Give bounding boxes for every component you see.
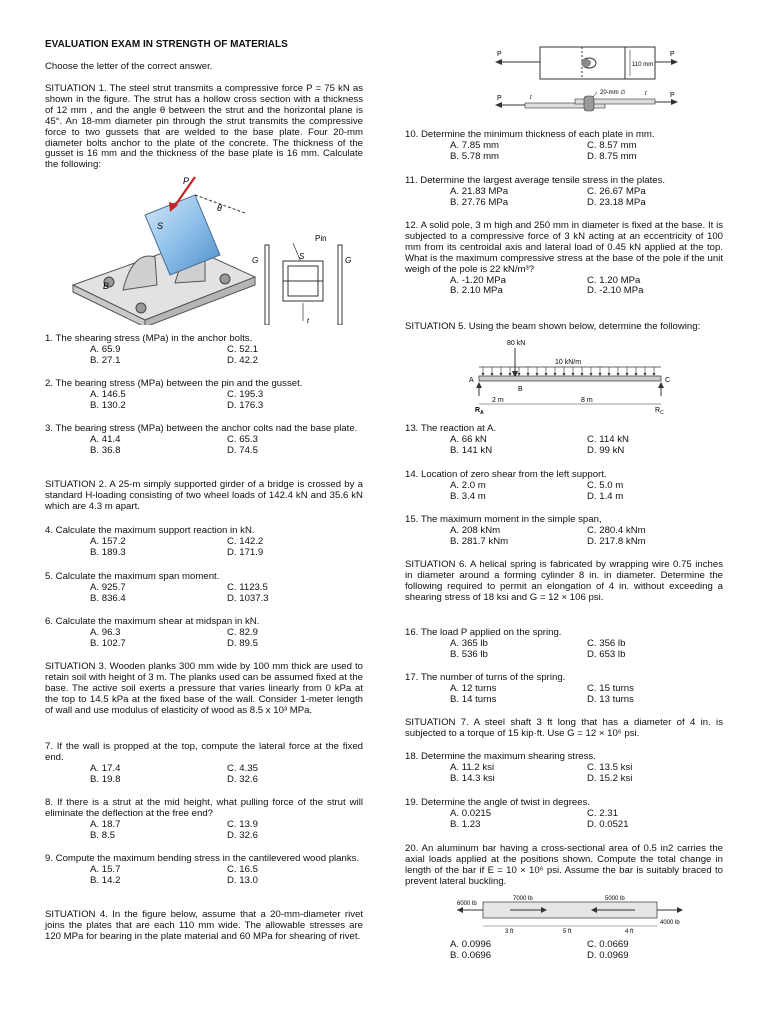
situation-5: SITUATION 5. Using the beam shown below, determine the following: xyxy=(405,321,701,332)
option-c[interactable]: C. 15 turns xyxy=(587,682,634,694)
option-a[interactable]: A. 41.4 xyxy=(90,433,121,445)
option-a[interactable]: A. 208 kNm xyxy=(450,524,501,536)
fig-label-4ft: 4 ft xyxy=(625,928,634,934)
option-c[interactable]: C. 356 lb xyxy=(587,637,626,649)
rivet-plate-figure xyxy=(485,42,685,122)
fig-label-2m: 2 m xyxy=(492,397,504,404)
load-arrow-head xyxy=(518,373,521,376)
load-arrow-head xyxy=(626,373,629,376)
fig-label-8m: 8 m xyxy=(581,397,593,404)
option-b[interactable]: B. 8.5 xyxy=(90,829,116,841)
fig-label-S: S xyxy=(157,221,164,231)
option-d[interactable]: D. 32.6 xyxy=(227,773,258,785)
question-20 xyxy=(405,844,723,961)
option-a[interactable]: A. -1.20 MPa xyxy=(450,274,506,286)
load-arrow-head xyxy=(617,373,620,376)
situation-4: SITUATION 4. In the figure below, assume that a 20-mm-diameter rivet joins the plates that are each 110 mm wide. The allowable stresses are 120 MPa for bearing in the plate material and 60 MPa for shearing of rivet. xyxy=(45,909,363,942)
load-arrow-head xyxy=(500,373,503,376)
fig-label-B: B xyxy=(103,281,110,291)
load-arrow-head xyxy=(572,373,575,376)
question-text: 16. The load P applied on the spring. xyxy=(405,627,562,638)
option-b[interactable]: B. 2.10 MPa xyxy=(450,285,503,297)
question-text: 15. The maximum moment in the simple span, xyxy=(405,514,602,525)
option-d[interactable]: D. 1.4 m xyxy=(587,490,624,502)
load-arrow-head xyxy=(491,373,494,376)
load-arrow-head xyxy=(644,373,647,376)
instruction: Choose the letter of the correct answer. xyxy=(45,61,213,72)
option-c[interactable]: C. 82.9 xyxy=(227,626,258,638)
question-15 xyxy=(405,515,723,548)
option-d[interactable]: D. 13.0 xyxy=(227,874,258,886)
question-11 xyxy=(405,176,723,209)
question-text: 10. Determine the minimum thickness of each plate in mm. xyxy=(405,129,655,140)
option-b[interactable]: B. 36.8 xyxy=(90,444,121,456)
situation-1: SITUATION 1. The steel strut transmits a compressive force P = 75 kN as shown in the figure. The strut has a hollow cross section with a thickness of 12 mm , and the angle θ between the strut and the horizontal plane is 45°. An 18-mm diameter pin through the strut transmits the compressive force to two gussets that are welded to the base plate. Four 20-mm diameter bolts anchor to the plate of the concrete. The thickness of the gusset is 16 mm and the thickness of the base plate is 16 mm. Calculate the following: xyxy=(45,83,363,171)
question-2 xyxy=(45,379,363,412)
option-a[interactable]: A. 11.2 ksi xyxy=(450,761,495,773)
fig-label-3ft: 3 ft xyxy=(505,928,514,934)
question-19 xyxy=(405,798,723,831)
option-a[interactable]: A. 146.5 xyxy=(90,388,126,400)
option-b[interactable]: B. 836.4 xyxy=(90,592,126,604)
option-b[interactable]: B. 14 turns xyxy=(450,693,497,705)
option-c[interactable]: C. 4.35 xyxy=(227,762,258,774)
fig-label-G2: G xyxy=(345,256,352,265)
option-c[interactable]: C. 280.4 kNm xyxy=(587,524,646,536)
load-arrow-head xyxy=(527,373,530,376)
option-b[interactable]: B. 27.1 xyxy=(90,354,121,366)
situation-2: SITUATION 2. A 25-m simply supported girder of a bridge is crossed by a standard H-loading consisting of two wheel loads of 142.4 kN and 35.6 kN which are 4.3 m apart. xyxy=(45,479,363,512)
load-arrow-head xyxy=(554,373,557,376)
option-d[interactable]: D. 23.18 MPa xyxy=(587,196,646,208)
option-c[interactable]: C. 26.67 MPa xyxy=(587,185,646,197)
option-d[interactable]: D. 217.8 kNm xyxy=(587,535,646,547)
fig-label-width: 110 mm xyxy=(632,62,654,68)
question-text: 8. If there is a strut at the mid height, what pulling force of the strut will eliminate the deflection at the free end? xyxy=(45,797,363,819)
fig-label-t: t xyxy=(307,318,309,325)
load-arrow-head xyxy=(590,373,593,376)
load-arrow-head xyxy=(563,373,566,376)
question-3 xyxy=(45,424,363,457)
option-c[interactable]: C. 1.20 MPa xyxy=(587,274,641,286)
option-a[interactable]: A. 365 lb xyxy=(450,637,488,649)
question-10 xyxy=(405,130,723,163)
question-text: 7. If the wall is propped at the top, compute the lateral force at the fixed end. xyxy=(45,741,363,763)
option-d[interactable]: D. 42.2 xyxy=(227,354,258,366)
situation-3: SITUATION 3. Wooden planks 300 mm wide by 100 mm thick are used to retain soil with height of 3 m. The planks used can be assumed fixed at the base. The active soil exerts a pressure that varies linearly from 0 kPa at the top to 14.5 kPa at the fixed base of the wall. Consider 1-meter length of wall and use modulus of elasticity of wood as 8.5 x 10³ MPa. xyxy=(45,661,363,716)
fig-label-C: C xyxy=(665,377,671,384)
option-b[interactable]: B. 19.8 xyxy=(90,773,121,785)
option-a[interactable]: A. 0.0996 xyxy=(450,938,492,950)
option-b[interactable]: B. 281.7 kNm xyxy=(450,535,509,547)
fig-label-RC: $R_C$ xyxy=(655,407,664,416)
option-c[interactable]: C. 195.3 xyxy=(227,388,264,400)
strut-figure xyxy=(45,175,363,325)
fig-label-5000lb: 5000 lb xyxy=(605,895,625,902)
question-12 xyxy=(405,221,723,297)
question-text: 14. Location of zero shear from the left support. xyxy=(405,469,607,480)
option-c[interactable]: C. 52.1 xyxy=(227,343,258,355)
option-b[interactable]: B. 14.3 ksi xyxy=(450,772,495,784)
option-a[interactable]: A. 66 kN xyxy=(450,433,487,445)
exam-title: EVALUATION EXAM IN STRENGTH OF MATERIALS xyxy=(45,39,288,50)
option-a[interactable]: A. 18.7 xyxy=(90,818,121,830)
question-text: 3. The bearing stress (MPa) between the anchor colts nad the base plate. xyxy=(45,423,358,434)
option-c[interactable]: C. 8.57 mm xyxy=(587,139,637,151)
question-text: 11. Determine the largest average tensile stress in the plates. xyxy=(405,175,666,186)
question-17 xyxy=(405,673,723,706)
fig-label-7000lb: 7000 lb xyxy=(513,895,533,902)
fig-label-B: B xyxy=(518,386,523,393)
fig-label-P-right: P xyxy=(670,51,675,58)
fig-label-P-left: P xyxy=(497,51,502,58)
option-d[interactable]: D. 32.6 xyxy=(227,829,258,841)
situation-7: SITUATION 7. A steel shaft 3 ft long that has a diameter of 4 in. is subjected to a torque of 15 kip·ft. Use G = 12 × 10⁶ psi. xyxy=(405,717,723,739)
option-c[interactable]: C. 2.31 xyxy=(587,807,618,819)
question-text: 5. Calculate the maximum span moment. xyxy=(45,571,220,582)
load-arrow-head xyxy=(509,373,512,376)
option-b[interactable]: B. 130.2 xyxy=(90,399,126,411)
option-d[interactable]: D. 176.3 xyxy=(227,399,264,411)
fig-label-10kNm: 10 kN/m xyxy=(555,359,582,366)
fig-label-80kN: 80 kN xyxy=(507,340,526,347)
option-a[interactable]: A. 15.7 xyxy=(90,863,121,875)
option-d[interactable]: D. 8.75 mm xyxy=(587,150,637,162)
question-14 xyxy=(405,470,723,503)
question-text: 9. Compute the maximum bending stress in the cantilevered wood planks. xyxy=(45,853,360,864)
option-d[interactable]: D. 1037.3 xyxy=(227,592,269,604)
load-arrow-head xyxy=(536,373,539,376)
fig-label-P-right2: P xyxy=(670,92,675,99)
fig-label-6000lb: 6000 lb xyxy=(457,900,477,907)
question-text: 20. An aluminum bar having a cross-sectional area of 0.5 in2 carries the axial loads applied at the positions shown. Compute the total change in length of the bar if E = 10 × 10⁶ psi. Assume the bar is suitably braced to prevent lateral buckling. xyxy=(405,843,723,887)
option-b[interactable]: B. 102.7 xyxy=(90,637,126,649)
option-a[interactable]: A. 7.85 mm xyxy=(450,139,500,151)
question-5 xyxy=(45,572,363,605)
fig-label-t1: t xyxy=(530,95,532,101)
situation-6: SITUATION 6. A helical spring is fabricated by wrapping wire 0.75 inches in diameter around a forming cylinder 8 in. in diameter. Determine the following required to permit an elongation of 4 in. without exceeding a shearing stress of 18 ksi and G = 12 × 106 psi. xyxy=(405,559,723,603)
question-18 xyxy=(405,752,723,785)
option-b[interactable]: B. 536 lb xyxy=(450,648,488,660)
question-text: 13. The reaction at A. xyxy=(405,423,497,434)
fig-label-5ft: 5 ft xyxy=(563,928,572,934)
question-text: 2. The bearing stress (MPa) between the pin and the gusset. xyxy=(45,378,303,389)
option-a[interactable]: A. 21.83 MPa xyxy=(450,185,509,197)
option-d[interactable]: D. 653 lb xyxy=(587,648,626,660)
option-b[interactable]: B. 141 kN xyxy=(450,444,493,456)
option-a[interactable]: A. 2.0 m xyxy=(450,479,486,491)
option-c[interactable]: C. 13.5 ksi xyxy=(587,761,633,773)
fig-label-t2: t xyxy=(645,91,647,97)
beam-figure xyxy=(465,336,685,416)
question-text: 17. The number of turns of the spring. xyxy=(405,672,566,683)
fig-label-theta: θ xyxy=(217,203,222,213)
option-b[interactable]: B. 14.2 xyxy=(90,874,121,886)
question-8 xyxy=(45,798,363,842)
option-b[interactable]: B. 0.0696 xyxy=(450,949,492,961)
option-c[interactable]: C. 0.0669 xyxy=(587,938,629,950)
load-arrow-head xyxy=(653,373,656,376)
question-text: 4. Calculate the maximum support reaction in kN. xyxy=(45,525,255,536)
fig-label-rivet: 20-mm ∅ xyxy=(600,90,626,96)
question-text: 1. The shearing stress (MPa) in the anchor bolts. xyxy=(45,333,253,344)
fig-label-S2: S xyxy=(299,252,305,261)
option-c[interactable]: C. 1123.5 xyxy=(227,581,268,593)
distributed-load-arrows xyxy=(482,367,656,376)
question-text: 6. Calculate the maximum shear at midspan in kN. xyxy=(45,616,260,627)
option-c[interactable]: C. 65.3 xyxy=(227,433,258,445)
fig-label-G1: G xyxy=(252,256,259,265)
load-arrow-head xyxy=(599,373,602,376)
option-a[interactable]: A. 65.9 xyxy=(90,343,121,355)
fig-label-4000lb: 4000 lb xyxy=(660,919,680,926)
option-d[interactable]: D. 74.5 xyxy=(227,444,258,456)
load-arrow-head xyxy=(545,373,548,376)
option-b[interactable]: B. 189.3 xyxy=(90,546,126,558)
option-d[interactable]: D. 13 turns xyxy=(587,693,634,705)
load-arrow-head xyxy=(581,373,584,376)
option-c[interactable]: C. 13.9 xyxy=(227,818,258,830)
option-d[interactable]: D. 171.9 xyxy=(227,546,264,558)
option-c[interactable]: C. 16.5 xyxy=(227,863,258,875)
option-b[interactable]: B. 1.23 xyxy=(450,818,481,830)
load-arrow-head xyxy=(482,373,485,376)
question-6 xyxy=(45,617,363,650)
question-7 xyxy=(45,742,363,786)
option-b[interactable]: B. 3.4 m xyxy=(450,490,486,502)
question-13 xyxy=(405,424,723,457)
option-a[interactable]: A. 925.7 xyxy=(90,581,126,593)
option-d[interactable]: D. 0.0521 xyxy=(587,818,629,830)
option-a[interactable]: A. 12 turns xyxy=(450,682,497,694)
fig-label-RA: $R_A$ xyxy=(475,407,484,416)
option-c[interactable]: C. 114 kN xyxy=(587,433,629,445)
question-text: 18. Determine the maximum shearing stress. xyxy=(405,751,596,762)
question-9 xyxy=(45,854,363,887)
question-16 xyxy=(405,628,723,661)
option-b[interactable]: B. 27.76 MPa xyxy=(450,196,509,208)
load-arrow-head xyxy=(635,373,638,376)
question-text: 19. Determine the angle of twist in degrees. xyxy=(405,797,591,808)
fig-label-P: P xyxy=(183,176,190,186)
option-a[interactable]: A. 157.2 xyxy=(90,535,126,547)
load-arrow-head xyxy=(608,373,611,376)
fig-label-pin: Pin xyxy=(315,234,327,243)
axial-bar-figure xyxy=(455,894,685,934)
question-1 xyxy=(45,334,363,367)
option-d[interactable]: D. 0.0969 xyxy=(587,949,629,961)
fig-label-P-left2: P xyxy=(497,95,502,102)
option-d[interactable]: D. 15.2 ksi xyxy=(587,772,633,784)
question-text: 12. A solid pole, 3 m high and 250 mm in diameter is fixed at the base. It is subjected to a compressive force of 3 kN acting at an eccentricity of 100 mm from its centroidal axis and lateral load of 0.45 kN applied at the top. What is the maximum compressive stress at the base of the pole if the unit weigh of the pole is 22 kN/m³? xyxy=(405,220,723,275)
option-d[interactable]: D. 89.5 xyxy=(227,637,258,649)
option-a[interactable]: A. 17.4 xyxy=(90,762,121,774)
option-c[interactable]: C. 142.2 xyxy=(227,535,264,547)
fig-label-A: A xyxy=(469,377,474,384)
question-4 xyxy=(45,526,363,559)
option-c[interactable]: C. 5.0 m xyxy=(587,479,624,491)
option-b[interactable]: B. 5.78 mm xyxy=(450,150,500,162)
option-a[interactable]: A. 0.0215 xyxy=(450,807,492,819)
option-d[interactable]: D. -2.10 MPa xyxy=(587,285,644,297)
option-a[interactable]: A. 96.3 xyxy=(90,626,121,638)
option-d[interactable]: D. 99 kN xyxy=(587,444,625,456)
